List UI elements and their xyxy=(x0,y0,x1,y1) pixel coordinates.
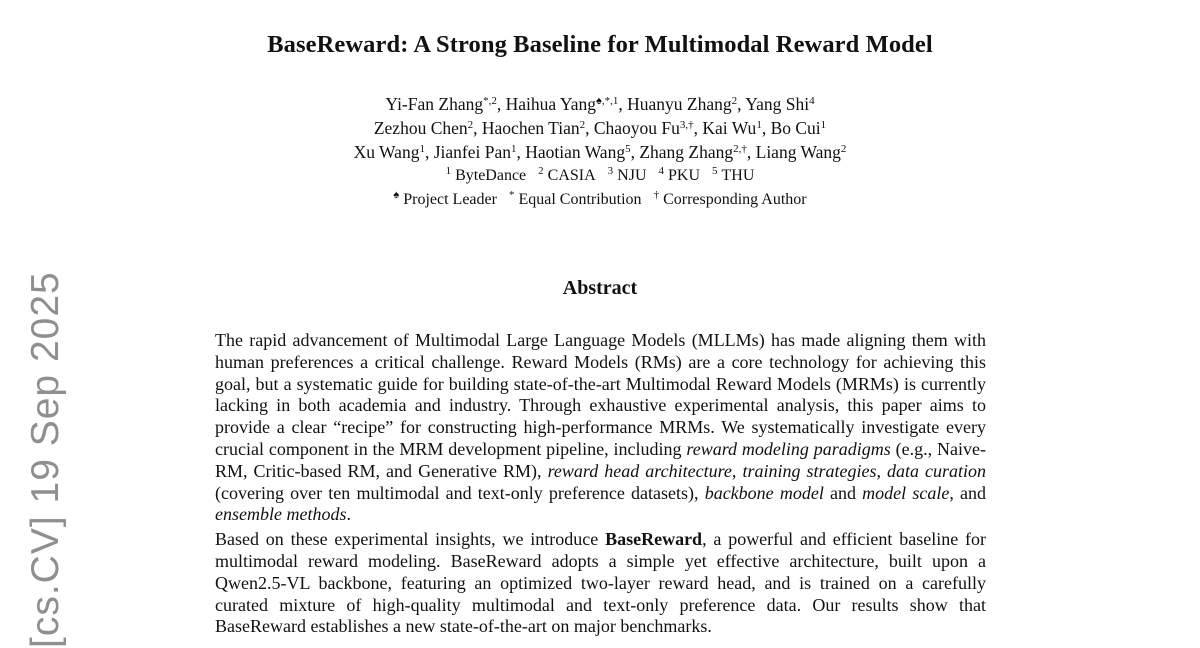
text-run: and xyxy=(823,482,863,503)
author-affiliation-mark: 1 xyxy=(756,119,762,131)
text-run: , xyxy=(731,460,743,481)
author-notes-line xyxy=(0,188,1200,212)
author-affiliation-mark: *,2 xyxy=(483,95,497,107)
author-name: Haotian Wang xyxy=(525,142,626,162)
affiliation-line xyxy=(0,164,1200,188)
affiliation-name: PKU xyxy=(664,167,701,184)
author-affiliation-mark: 2 xyxy=(579,119,586,131)
author-line-1: Yi-Fan Zhang$^{*,2}$, Haihua Yang$^{♠,*,1}$, Huanyu Zhang$^2$, Yang Shi$^4$ xyxy=(385,94,815,114)
text-run: The rapid advancement of Multimodal Large Language Models (MLLMs) has made aligning them with human preferences a critical challenge. Reward Models (RMs) are a core technology for achieving this goal, but a systematic guide for building state-of-the-art Multimodal Reward Models (MRMs) is currently lacking in both academia and industry. Through exhaustive experimental analysis, this paper aims to provide a clear “recipe” for constructing high-performance MRMs. We systematically investigate every crucial component in the MRM development pipeline, including xyxy=(215,330,986,459)
note-text: Equal Contribution xyxy=(514,191,642,208)
paper-title: BaseReward: A Strong Baseline for Multimodal Reward Model xyxy=(267,31,933,58)
author-affiliation-mark: 1 xyxy=(510,143,517,155)
italic-term: reward head architecture xyxy=(547,460,732,481)
author-name: Jianfei Pan xyxy=(433,142,511,162)
author-name: Huanyu Zhang xyxy=(627,94,732,114)
author-name: Chaoyou Fu xyxy=(593,118,680,138)
note-mark: 5 xyxy=(712,165,718,177)
author-affiliation-mark: 1 xyxy=(419,143,425,155)
bold-term: BaseReward xyxy=(605,529,703,550)
note-mark: 4 xyxy=(658,165,665,177)
author-affiliation-mark: 2 xyxy=(731,95,738,107)
text-run: Based on these experimental insights, we introduce xyxy=(215,529,606,550)
note-text: Project Leader xyxy=(399,191,497,208)
text-run: , a powerful and efficient baseline for multimodal reward modeling. BaseReward adopts a simple yet effective architecture, built upon a Qwen2.5-VL backbone, featuring an optimized two-layer reward head, and is trained on a carefully curated mixture of high-quality multimodal and text-only preference data. Our results show that BaseReward establishes a new state-of-the-art on major benchmarks. xyxy=(215,529,986,637)
abstract-body xyxy=(215,330,986,641)
abstract-paragraph-1 xyxy=(215,330,986,526)
affiliation-name: ByteDance xyxy=(451,167,527,184)
author-name: Zezhou Chen xyxy=(373,118,468,138)
author-affiliation-mark: ♠,*,1 xyxy=(596,95,619,107)
arxiv-side-stamp: [cs.CV] 19 Sep 2025 xyxy=(24,271,67,648)
note-mark: 3 xyxy=(607,165,614,177)
author-name: Kai Wu xyxy=(702,118,757,138)
note-text: Corresponding Author xyxy=(659,191,807,208)
italic-term: model scale xyxy=(862,482,950,503)
author-affiliation-mark: 5 xyxy=(625,143,631,155)
author-affiliation-mark: 2 xyxy=(467,119,474,131)
author-affiliation-mark: 2 xyxy=(840,143,847,155)
author-name: Liang Wang xyxy=(755,142,841,162)
author-affiliation-mark: 2,† xyxy=(733,143,747,155)
author-affiliation-mark: 3,† xyxy=(679,119,694,131)
author-name: Zhang Zhang xyxy=(639,142,734,162)
note-mark: 1 xyxy=(445,165,452,177)
author-line-3: Xu Wang$^1$, Jianfei Pan$^1$, Haotian Wang$^5$, Zhang Zhang$^{2,\dagger}$, Liang Wang$^2$ xyxy=(353,142,847,162)
note-mark: 2 xyxy=(538,165,544,177)
author-affiliation-mark: 1 xyxy=(820,119,827,131)
affiliation-name: CASIA xyxy=(543,167,596,184)
note-mark: ♠ xyxy=(393,189,400,201)
italic-term: training strategies xyxy=(742,460,877,481)
note-mark: * xyxy=(508,189,515,201)
author-name: Haochen Tian xyxy=(481,118,580,138)
text-run: . xyxy=(346,504,351,525)
italic-term: reward modeling paradigms xyxy=(686,438,891,459)
abstract-heading: Abstract xyxy=(562,277,638,299)
abstract-paragraph-2 xyxy=(215,529,986,638)
text-run: (e.g., Naive-RM, Critic-based RM, and Generative RM), xyxy=(215,438,986,481)
text-run: (covering over ten multimodal and text-only preference datasets), xyxy=(215,482,705,503)
italic-term: ensemble methods xyxy=(215,504,347,525)
author-name: Haihua Yang xyxy=(505,94,597,114)
author-affiliation-mark: 4 xyxy=(809,95,815,107)
affiliation-name: THU xyxy=(717,167,755,184)
author-line-2: Zezhou Chen$^2$, Haochen Tian$^2$, Chaoyou $Fu^{3,\dagger}$, Kai Wu$^1$, Bo Cui$^1$ xyxy=(373,118,827,138)
author-block xyxy=(0,92,1200,212)
note-mark: † xyxy=(653,189,660,201)
italic-term: data curation xyxy=(887,460,987,481)
author-name: Bo Cui xyxy=(770,118,821,138)
author-name: Yang Shi xyxy=(745,94,810,114)
affiliation-name: NJU xyxy=(613,167,647,184)
text-run: , and xyxy=(949,482,986,503)
author-name: Xu Wang xyxy=(353,142,420,162)
author-name: Yi-Fan Zhang xyxy=(385,94,484,114)
italic-term: backbone model xyxy=(704,482,824,503)
text-run: , xyxy=(876,460,887,481)
